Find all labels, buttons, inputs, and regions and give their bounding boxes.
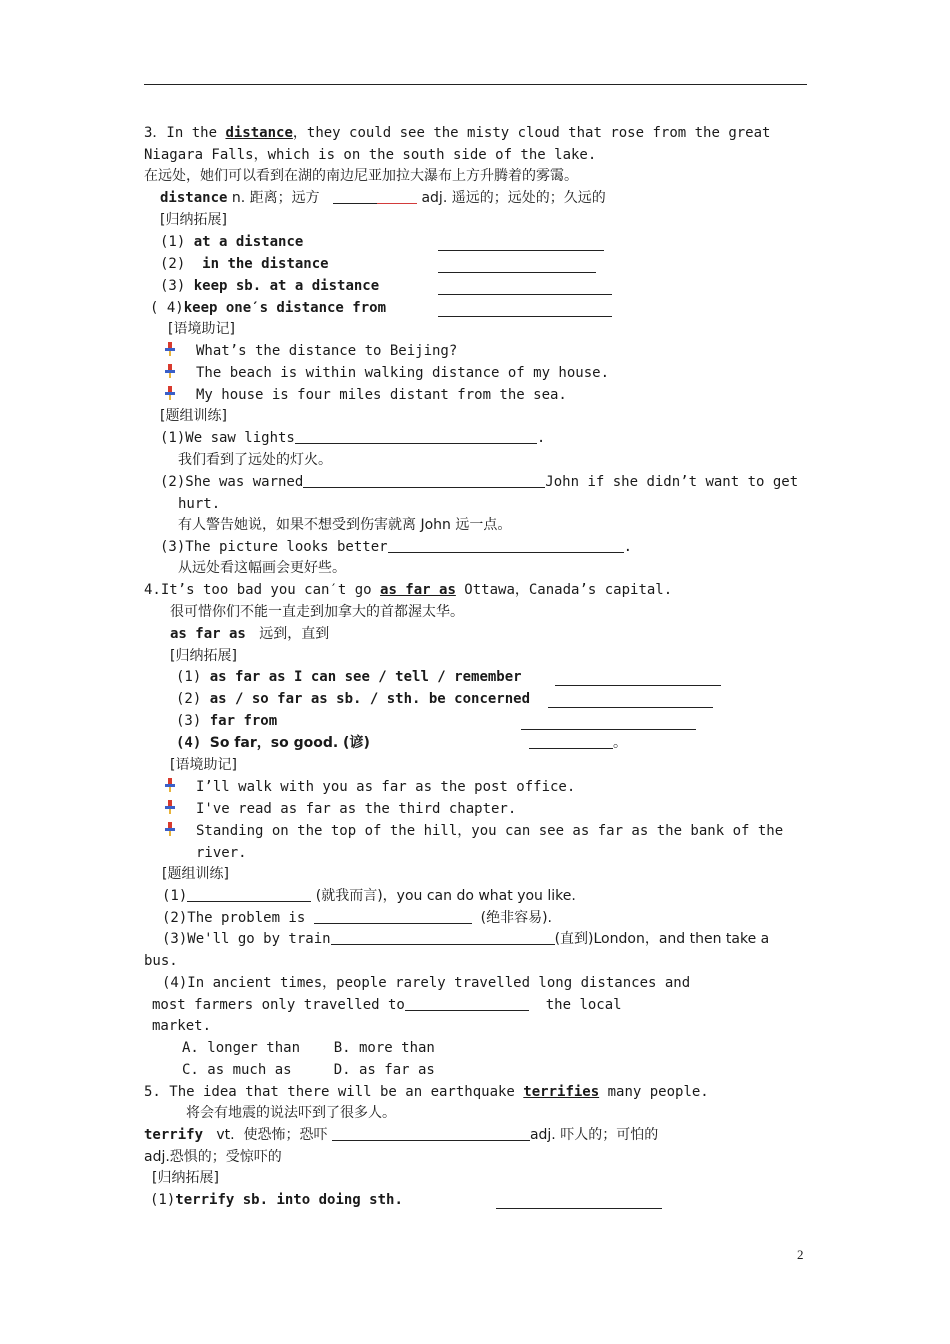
s3-expand-blank[interactable] bbox=[438, 236, 604, 251]
s3-context-item: What’s the distance to Beijing? bbox=[196, 343, 458, 359]
pushpin-bullet-icon bbox=[164, 386, 178, 400]
s4-expand-item: (3) far from bbox=[176, 713, 278, 729]
s3-context-label: [语境助记] bbox=[168, 321, 235, 337]
s4-expand-label: [归纳拓展] bbox=[170, 648, 237, 664]
s3-definition: distance n. 距离；远方 adj. 遥远的；远处的；久远的 bbox=[160, 190, 606, 206]
s4-p1-blank[interactable] bbox=[187, 887, 311, 902]
s3-practice-2-cn: 有人警告她说，如果不想受到伤害就离 John 远一点。 bbox=[178, 517, 512, 533]
s3-expand-blank[interactable] bbox=[438, 302, 612, 317]
s4-practice-2: (2)The problem is (绝非容易). bbox=[162, 910, 552, 926]
pushpin-bullet-icon bbox=[164, 822, 178, 836]
s4-item4-answer: 。 bbox=[529, 733, 627, 753]
s4-practice-label: [题组训练] bbox=[162, 866, 229, 882]
s4-p2-blank[interactable] bbox=[314, 909, 472, 924]
s3-context-item: My house is four miles distant from the sea. bbox=[196, 387, 567, 403]
pushpin-bullet-icon bbox=[164, 364, 178, 378]
pushpin-bullet-icon bbox=[164, 778, 178, 792]
s5-expand-blank[interactable] bbox=[496, 1194, 662, 1209]
s3-context-item: The beach is within walking distance of my house. bbox=[196, 365, 610, 381]
s4-expand-blank[interactable] bbox=[521, 715, 696, 730]
s3-keyword: distance bbox=[225, 125, 293, 141]
s5-expand-item: (1)terrify sb. into doing sth. bbox=[150, 1192, 403, 1208]
s4-context-item: I've read as far as the third chapter. bbox=[196, 801, 517, 817]
s3-practice-1: (1)We saw lights . bbox=[160, 430, 546, 446]
s5-definition: terrify vt. 使恐怖；恐吓 adj. 吓人的；可怕的 bbox=[144, 1127, 659, 1143]
s4-sentence: 4.It’s too bad you can′t go as far as Ottawa，Canada’s capital. bbox=[144, 582, 673, 598]
s4-context-label: [语境助记] bbox=[170, 757, 237, 773]
s3-expand-item: (1) at a distance bbox=[160, 234, 304, 250]
s4-keyword: as far as bbox=[380, 582, 456, 598]
pushpin-bullet-icon bbox=[164, 342, 178, 356]
s4-expand-blank[interactable] bbox=[555, 671, 721, 686]
s4-context-item: I’ll walk with you as far as the post office. bbox=[196, 779, 576, 795]
s3-practice-3-cn: 从远处看这幅画会更好些。 bbox=[178, 560, 346, 576]
s3-expand-item: (2) in the distance bbox=[160, 256, 329, 272]
s4-item4-blank[interactable] bbox=[529, 734, 613, 749]
s3-p2-blank[interactable] bbox=[303, 473, 545, 488]
s4-practice-3-line2: bus. bbox=[144, 953, 178, 969]
s4-expand-item: (2) as / so far as sb. / sth. be concerned bbox=[176, 691, 531, 707]
s5-definition-line2: adj.恐惧的；受惊吓的 bbox=[144, 1149, 282, 1165]
s4-practice-4-line2: most farmers only travelled to the local bbox=[152, 997, 622, 1013]
s5-translation: 将会有地震的说法吓到了很多人。 bbox=[186, 1105, 396, 1121]
s3-p1-blank[interactable] bbox=[295, 429, 537, 444]
s4-expand-blank[interactable] bbox=[548, 693, 713, 708]
s3-expand-label: [归纳拓展] bbox=[160, 212, 227, 228]
s3-sentence: 3．In the distance，they could see the misty cloud that rose from the great bbox=[144, 125, 771, 141]
s3-p3-blank[interactable] bbox=[388, 538, 624, 553]
s4-context-item: Standing on the top of the hill，you can see as far as the bank of the bbox=[196, 823, 784, 839]
s3-expand-blank[interactable] bbox=[438, 258, 596, 273]
s3-practice-2-line2: hurt. bbox=[178, 496, 221, 512]
s4-p3-blank[interactable] bbox=[331, 930, 555, 945]
s4-context-line4: river. bbox=[196, 845, 247, 861]
s5-sentence: 5. The idea that there will be an earthquake terrifies many people. bbox=[144, 1084, 709, 1100]
s4-definition: as far as 远到，直到 bbox=[170, 626, 330, 642]
s3-expand-blank[interactable] bbox=[438, 280, 612, 295]
s5-expand-label: [归纳拓展] bbox=[152, 1170, 219, 1186]
s4-practice-1: (1) (就我而言)，you can do what you like. bbox=[162, 888, 576, 904]
s3-practice-3: (3)The picture looks better . bbox=[160, 539, 633, 555]
s4-translation: 很可惜你们不能一直走到加拿大的首都渥太华。 bbox=[170, 604, 464, 620]
s3-translation: 在远处，她们可以看到在湖的南边尼亚加拉大瀑布上方升腾着的雾霭。 bbox=[144, 168, 578, 184]
s4-expand-item: (1) as far as I can see / tell / remember bbox=[176, 669, 522, 685]
s3-sentence-line2: Niagara Falls，which is on the south side of the lake. bbox=[144, 147, 597, 163]
s4-practice-4: (4)In ancient times，people rarely travelled long distances and bbox=[162, 975, 691, 991]
s4-practice-3: (3)We'll go by train (直到)London，and then take a bbox=[162, 931, 770, 947]
s4-options-cd[interactable]: C. as much as D. as far as bbox=[182, 1062, 435, 1078]
pushpin-bullet-icon bbox=[164, 800, 178, 814]
s4-p4-blank[interactable] bbox=[405, 996, 529, 1011]
s3-practice-1-cn: 我们看到了远处的灯火。 bbox=[178, 452, 332, 468]
s4-options-ab[interactable]: A. longer than B. more than bbox=[182, 1040, 435, 1056]
header-rule bbox=[144, 84, 807, 85]
s5-keyword: terrifies bbox=[523, 1084, 600, 1100]
s3-practice-label: [题组训练] bbox=[160, 408, 227, 424]
s3-expand-item: ( 4)keep one′s distance from bbox=[150, 300, 387, 316]
s3-expand-item: (3) keep sb. at a distance bbox=[160, 278, 380, 294]
s5-def-blank[interactable] bbox=[332, 1126, 530, 1141]
s4-expand-item: (4) So far，so good. (谚) bbox=[176, 735, 370, 751]
s3-practice-2: (2)She was warned John if she didn’t want to get bbox=[160, 474, 799, 490]
s3-def-blank[interactable] bbox=[333, 189, 417, 204]
s4-practice-4-line3: market. bbox=[152, 1018, 212, 1034]
page-number: 2 bbox=[797, 1247, 804, 1262]
